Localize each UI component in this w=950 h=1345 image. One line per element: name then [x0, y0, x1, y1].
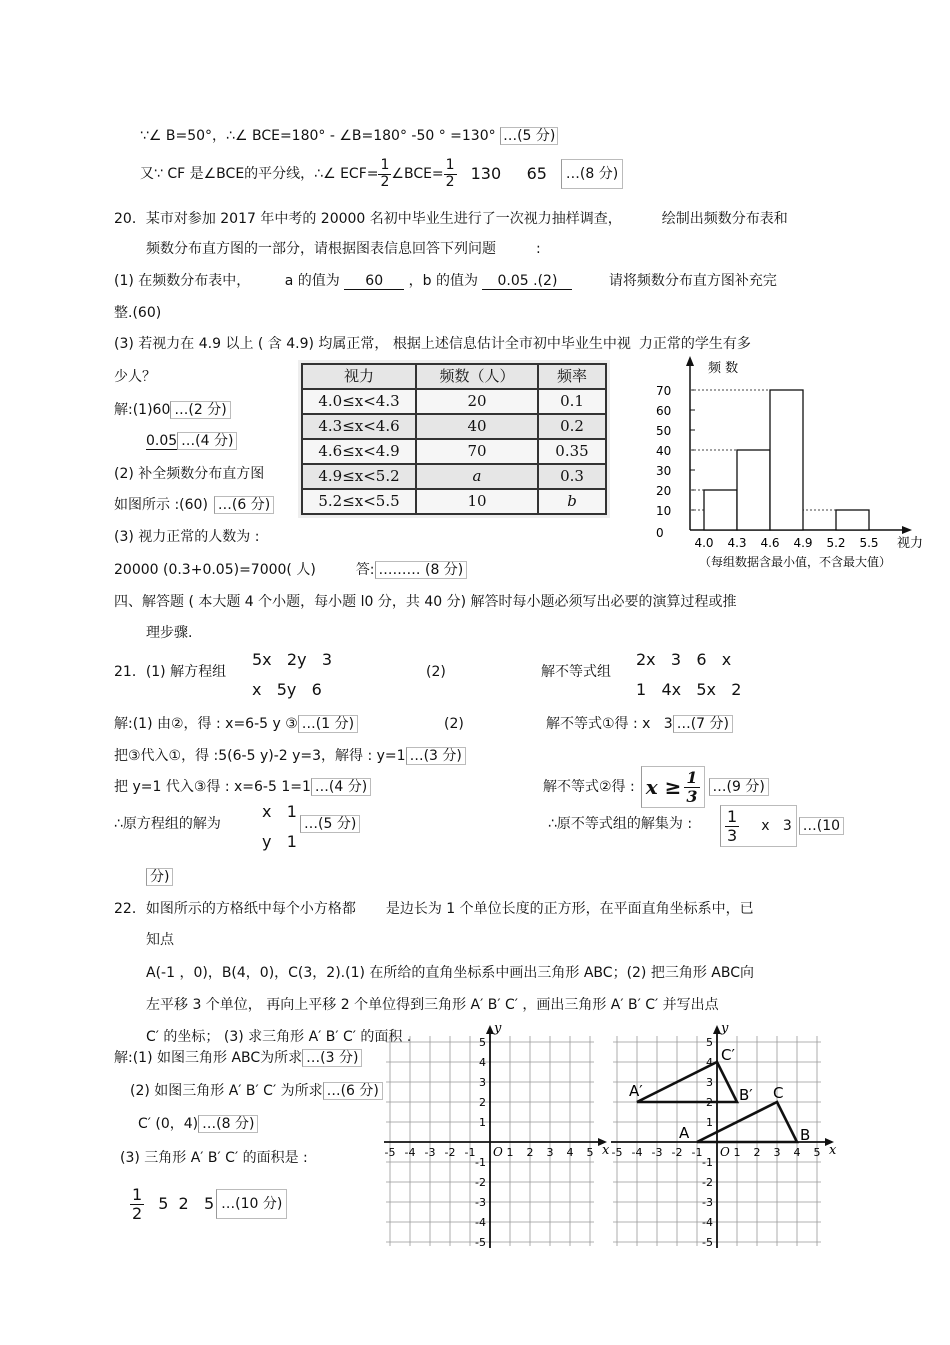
- point-label-c: C: [773, 1084, 784, 1102]
- line1: [140, 128, 558, 144]
- y-tick-label: -5: [702, 1236, 713, 1249]
- line1-score: …(5 分): [500, 127, 558, 145]
- y-axis-arrow: [713, 1025, 721, 1034]
- q22-stem-2: 知点: [146, 932, 174, 948]
- point-label-a-prime: A′: [629, 1082, 643, 1100]
- y-tick-label: 3: [479, 1076, 486, 1089]
- y-tick-label: 60: [656, 404, 672, 418]
- q22-sol-2: (2) 如图三角形 A′ B′ C′ 为所求 …(6 分): [130, 1083, 383, 1099]
- table-row: 4.9≤x<5.2 a 0.3: [302, 464, 606, 489]
- q20-part3: (3) 若视力在 4.9 以上 ( 含 4.9) 均属正常， 根据上述信息估计全市初中毕业生中视 力正常的学生有多: [114, 336, 751, 352]
- x-tick-label: 1: [506, 1146, 514, 1159]
- q20-sol-4: 如图所示 :(60) …(6 分): [114, 497, 274, 513]
- histogram-bar: [737, 450, 770, 530]
- q21-sol-1b: (2): [444, 716, 464, 732]
- x-tick-label: 5.2: [826, 536, 846, 550]
- x-tick-label: -4: [631, 1146, 643, 1159]
- q22-stem-1: 22．如图所示的方格纸中每个小方格都 是边长为 1 个单位长度的正方形，在平面直角坐标系中，已: [114, 901, 754, 917]
- y-tick-label: 30: [656, 464, 672, 478]
- q21-label: 21．(1) 解方程组: [114, 664, 227, 680]
- q21-sol-1: 解:(1) 由②，得 : x=6-5 y ③ …(1 分): [114, 716, 358, 732]
- q21-inequality-2: 1 4x 5x 2: [636, 680, 742, 699]
- chart-title: 频 数: [708, 361, 739, 376]
- y-tick-label: -1: [475, 1156, 486, 1169]
- line2-text-b: ∠BCE=: [391, 165, 444, 182]
- point-label-a: A: [679, 1124, 690, 1142]
- histogram-chart: [640, 350, 940, 572]
- x-axis-arrow: [902, 526, 912, 534]
- y-tick-label: 5: [479, 1036, 486, 1049]
- table-row: 4.0≤x<4.3 20 0.1: [302, 389, 606, 414]
- frequency-table: [298, 360, 610, 518]
- y-axis-label: y: [494, 1021, 502, 1036]
- q21-part2-text: 解不等式组: [541, 664, 611, 680]
- y-tick-label: 1: [479, 1116, 486, 1129]
- y-tick-label: -1: [702, 1156, 713, 1169]
- y-tick-label: 3: [706, 1076, 713, 1089]
- x-tick-label: -3: [424, 1146, 436, 1159]
- y-axis-arrow: [686, 356, 694, 366]
- table-header: 频数（人）: [416, 364, 538, 389]
- q22-sol-1: 解:(1) 如图三角形 ABC为所求 …(3 分): [114, 1050, 362, 1066]
- line1-text: ∵∠ B=50°，∴∠ BCE=180° - ∠B=180° -50 ° =130°: [140, 128, 496, 144]
- y-tick-label: 70: [656, 384, 672, 398]
- x-tick-label: 4: [566, 1146, 574, 1159]
- x-tick-label: 5.5: [859, 536, 879, 550]
- q20-sol-5: (3) 视力正常的人数为 :: [114, 529, 260, 545]
- y-tick-label: 2: [479, 1096, 486, 1109]
- y-tick-label: 5: [706, 1036, 713, 1049]
- q22-stem-4: 左平移 3 个单位， 再向上平移 2 个单位得到三角形 A′ B′ C′ ，画出三角形 A′ B′ C′ 并写出点: [146, 997, 719, 1013]
- x-tick-label: 4.6: [760, 536, 780, 550]
- section4-heading-2: 理步骤.: [146, 625, 193, 641]
- y-tick-label: 10: [656, 504, 672, 518]
- q22-stem-5: C′ 的坐标； (3) 求三角形 A′ B′ C′ 的面积 .: [146, 1029, 412, 1045]
- y-tick-label: 0: [656, 526, 664, 540]
- line2-score: …(8 分): [561, 159, 623, 189]
- q20-sol-2: 0.05 …(4 分): [146, 433, 237, 450]
- x-tick-label: 2: [526, 1146, 534, 1159]
- y-tick-label: 2: [706, 1096, 713, 1109]
- histogram-bar: [704, 490, 737, 530]
- y-tick-label: 4: [706, 1056, 713, 1069]
- x-tick-label: 3: [773, 1146, 781, 1159]
- fraction-half-1: $\frac{1}{2}$: [380, 157, 390, 190]
- q21-sol-4b: ∴原不等式组的解集为 :: [548, 816, 693, 832]
- x-tick-label: -1: [464, 1146, 476, 1159]
- table-header: 频率: [538, 364, 606, 389]
- point-label-b-prime: B′: [739, 1086, 753, 1104]
- q21-inequality-1: 2x 3 6 x: [636, 650, 732, 669]
- q20-part1: (1) 在频数分布表中， a 的值为 60 ，b 的值为 0.05 .(2) 请将频数分布直方图补充完: [114, 273, 777, 289]
- line2-text-c: 130 65: [470, 163, 547, 183]
- table-row: 4.3≤x<4.6 40 0.2: [302, 414, 606, 439]
- x-tick-label: 4.3: [727, 536, 747, 550]
- table-header: 视力: [302, 364, 416, 389]
- y-tick-label: -3: [475, 1196, 486, 1209]
- q20-sol-1: 解:(1)60 …(2 分): [114, 402, 231, 418]
- histogram-bar: [770, 390, 803, 530]
- y-tick-label: 50: [656, 424, 672, 438]
- table-row: 5.2≤x<5.5 10 b: [302, 489, 606, 514]
- y-tick-label: -2: [475, 1176, 486, 1189]
- x-axis-label: x: [829, 1143, 837, 1158]
- y-tick-label: -4: [475, 1216, 486, 1229]
- q20-part3-end: 少人？: [114, 369, 156, 385]
- section4-heading: 四、解答题 ( 本大题 4 个小题，每小题 l0 分，共 40 分) 解答时每小题必须写出必要的演算过程或推: [114, 594, 737, 610]
- q20-sol-3: (2) 补全频数分布直方图: [114, 466, 265, 482]
- y-axis-arrow: [486, 1025, 494, 1034]
- y-tick-label: 4: [479, 1056, 486, 1069]
- q21-sol-5: 分): [146, 869, 173, 885]
- point-label-c-prime: C′: [721, 1046, 735, 1064]
- chart-note: （每组数据含最小值，不含最大值）: [698, 555, 892, 569]
- q20-sol-6: 20000 (0.3+0.05)=7000( 人) 答: ……… (8 分): [114, 562, 467, 578]
- q21-solution-x: x 1: [262, 802, 297, 821]
- y-axis-label: y: [721, 1021, 729, 1036]
- q21-sol-4: ∴原方程组的解为: [114, 816, 221, 832]
- y-tick-label: -3: [702, 1196, 713, 1209]
- x-axis-label: x: [602, 1143, 610, 1158]
- y-tick-label: 40: [656, 444, 672, 458]
- x-tick-label: -3: [651, 1146, 663, 1159]
- q21-equation-1: 5x 2y 3: [252, 650, 332, 669]
- q20-part1-end: 整.(60): [114, 305, 162, 321]
- q21-equation-2: x 5y 6: [252, 680, 322, 699]
- q22-sol-5: $\frac{1}{2}$ 5 2 5 …(10 分): [130, 1180, 287, 1228]
- q22-sol-3: C′ (0，4) …(8 分): [138, 1116, 258, 1132]
- x-tick-label: 4.9: [793, 536, 813, 550]
- x-tick-label: 2: [753, 1146, 761, 1159]
- empty-coordinate-grid: [384, 1020, 617, 1250]
- x-tick-label: -2: [671, 1146, 683, 1159]
- q21-sol-2: 把③代入①，得 :5(6-5 y)-2 y=3，解得 : y=1 …(3 分): [114, 748, 466, 764]
- origin-label: O: [720, 1145, 730, 1159]
- table-row: 4.6≤x<4.9 70 0.35: [302, 439, 606, 464]
- x-tick-label: -2: [444, 1146, 456, 1159]
- q21-sol-3: 把 y=1 代入③得 : x=6-5 1=1 …(4 分): [114, 779, 371, 795]
- x-tick-label: -5: [611, 1146, 623, 1159]
- solution-coordinate-grid: [611, 1014, 860, 1254]
- x-axis-label: 视力: [896, 536, 924, 551]
- q21-part2-label: (2): [426, 664, 446, 680]
- q20-stem-1: 20．某市对参加 2017 年中考的 20000 名初中毕业生进行了一次视力抽样调查， 绘制出频数分布表和: [114, 211, 788, 227]
- q21-sol-4c: $\frac{1}{3}$ x 3 …(10: [720, 800, 844, 852]
- origin-label: O: [493, 1145, 503, 1159]
- q20-stem-2: 频数分布直方图的一部分，请根据图表信息回答下列问题 :: [146, 241, 541, 257]
- x-tick-label: 4: [793, 1146, 801, 1159]
- q21-solution-y: y 1: [262, 832, 297, 851]
- q21-sol-3b: 解不等式②得 : x ≥ $\frac{1}{3}$ …(9 分): [543, 763, 769, 811]
- x-tick-label: -5: [384, 1146, 396, 1159]
- line2: [140, 152, 623, 196]
- q22-sol-4: (3) 三角形 A′ B′ C′ 的面积是 :: [120, 1150, 308, 1166]
- q21-sol-1c: 解不等式①得 : x 3 …(7 分): [546, 716, 733, 732]
- q22-stem-3: A(-1 ，0)，B(4，0)，C(3，2).(1) 在所给的直角坐标系中画出三角形 ABC；(2) 把三角形 ABC向: [146, 965, 755, 981]
- x-tick-label: 3: [546, 1146, 554, 1159]
- y-tick-label: -2: [702, 1176, 713, 1189]
- line2-text-a: 又∵ CF 是∠BCE的平分线，∴∠ ECF=: [140, 165, 379, 182]
- y-tick-label: 1: [706, 1116, 713, 1129]
- x-tick-label: 1: [733, 1146, 741, 1159]
- x-tick-label: 5: [586, 1146, 594, 1159]
- histogram-bar: [836, 510, 869, 530]
- y-tick-label: -4: [702, 1216, 713, 1229]
- x-tick-label: -4: [404, 1146, 416, 1159]
- a-value: 60: [344, 273, 404, 290]
- y-tick-label: 20: [656, 484, 672, 498]
- x-tick-label: 5: [813, 1146, 821, 1159]
- x-tick-label: 4.0: [694, 536, 714, 550]
- x-tick-label: -1: [691, 1146, 703, 1159]
- point-label-b: B: [800, 1126, 811, 1144]
- q21-sol-4-score: …(5 分): [300, 816, 360, 832]
- y-tick-label: -5: [475, 1236, 486, 1249]
- fraction-half-2: $\frac{1}{2}$: [445, 157, 455, 190]
- b-value: 0.05 .(2): [482, 273, 572, 290]
